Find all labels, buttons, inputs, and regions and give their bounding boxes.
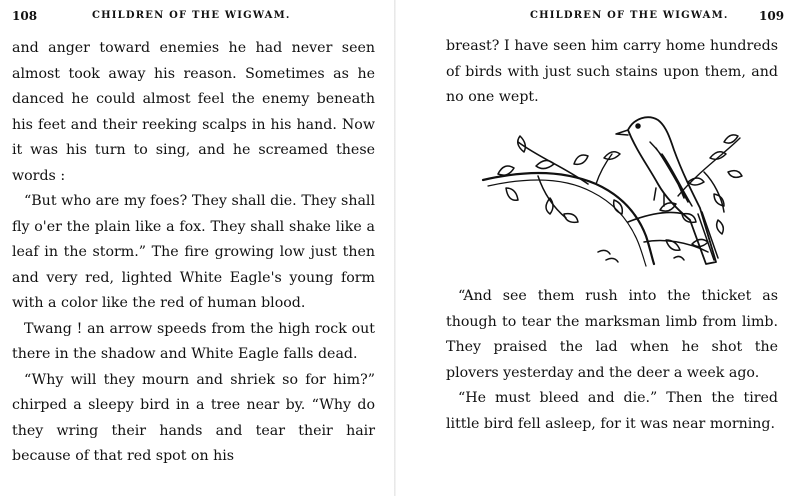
paragraph: and anger toward enemies he had never seen almost took away his reason. Sometimes as he danced he could almost feel the enemy beneath his feet and their reeking scalps in his hand. Now it was his turn to sing, and he screamed these words : — [12, 40, 375, 184]
left-page — [0, 0, 395, 496]
paragraph: “Why will they mourn and shriek so for him?” chirped a sleepy bird in a tree near by. “Why do they wring their hands and tear their hair because of that red spot on his — [12, 371, 375, 464]
body-text-bottom — [446, 284, 778, 437]
running-head: CHILDREN OF THE WIGWAM. — [92, 10, 291, 21]
page-number: 109 — [759, 9, 785, 23]
bird-on-branch-icon — [478, 102, 750, 274]
paragraph: “He must bleed and die.” Then the tired little bird fell asleep, for it was near morning. — [446, 390, 778, 432]
body-text — [12, 36, 375, 470]
paragraph: “And see them rush into the thicket as though to tear the marksman limb from limb. They praised the lad when he shot the plovers yesterday and the deer a week ago. — [446, 288, 778, 381]
running-head: CHILDREN OF THE WIGWAM. — [530, 10, 729, 21]
paragraph: breast? I have seen him carry home hundreds of birds with just such stains upon them, and no one wept. — [446, 38, 778, 105]
body-text-top — [446, 34, 778, 111]
page-number: 108 — [12, 9, 38, 23]
right-page — [396, 0, 791, 496]
paragraph: Twang ! an arrow speeds from the high rock out there in the shadow and White Eagle falls dead. — [12, 320, 375, 362]
paragraph: “But who are my foes? They shall die. They shall fly o'er the plain like a fox. They shall shake like a leaf in the storm.” The fire growing low just then and very red, lighted White Eagle's young form with a color like the red of human blood. — [12, 193, 375, 311]
